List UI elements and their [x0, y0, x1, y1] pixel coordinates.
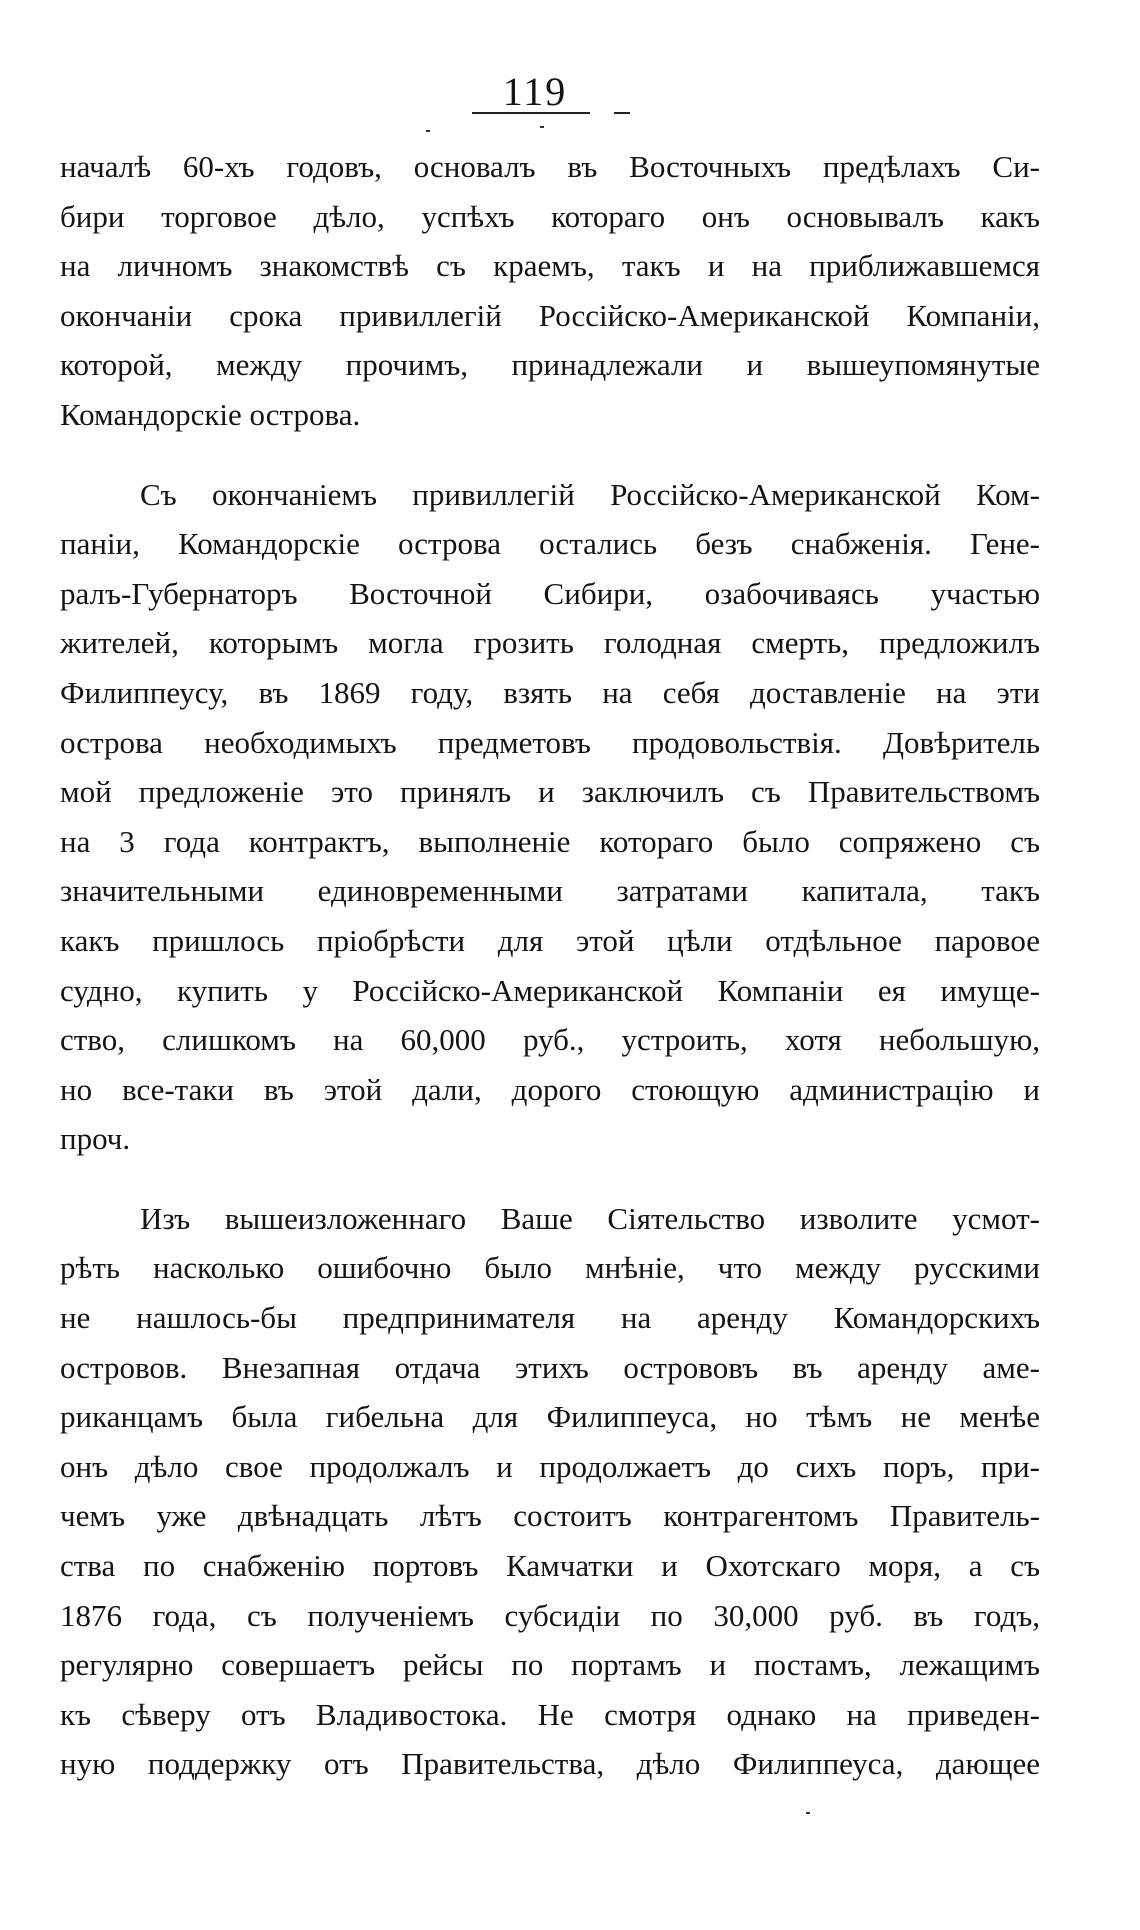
- text-line: 1876 года, съ полученіемъ субсидіи по 30,000 руб. въ годъ,: [60, 1597, 1040, 1633]
- text-line: какъ пришлось пріобрѣсти для этой цѣли отдѣльное паровое: [60, 922, 1040, 958]
- text-line: риканцамъ была гибельна для Филиппеуса, но тѣмъ не менѣе: [60, 1399, 1040, 1435]
- text-line: началѣ 60-хъ годовъ, основалъ въ Восточныхъ предѣлахъ Си-: [60, 149, 1040, 184]
- text-line: бири торговое дѣло, успѣхъ котораго онъ основывалъ какъ: [60, 198, 1040, 234]
- text-line: жителей, которымъ могла грозить голодная смерть, предложилъ: [60, 625, 1040, 661]
- body-text: [60, 142, 1040, 1789]
- text-line: но все-таки въ этой дали, дорого стоющую администрацію и: [60, 1071, 1040, 1107]
- text-line: на 3 года контрактъ, выполненіе котораго было сопряжено съ: [60, 823, 1040, 859]
- text-line: ралъ-Губернаторъ Восточной Сибири, озабочиваясь участью: [60, 575, 1040, 611]
- text-line: островов. Внезапная отдача этихъ острововъ въ аренду аме-: [60, 1349, 1040, 1385]
- text-line: Изъ вышеизложеннаго Ваше Сіятельство изволите усмот-: [140, 1200, 1040, 1236]
- paragraph-gap: [60, 1164, 1040, 1194]
- text-line: ство, слишкомъ на 60,000 руб., устроить, хотя небольшую,: [60, 1022, 1040, 1058]
- text-line: мой предложеніе это принялъ и заключилъ съ Правительствомъ: [60, 774, 1040, 810]
- text-line: Командорскіе острова.: [60, 396, 361, 432]
- text-line: Съ окончаніемъ привиллегій Россійско-Американской Ком-: [140, 476, 1040, 512]
- text-line: на личномъ знакомствѣ съ краемъ, такъ и на приближавшемся: [60, 248, 1040, 284]
- text-line: ную поддержку отъ Правительства, дѣло Филиппеуса, дающее: [60, 1746, 1040, 1782]
- print-speck: [540, 126, 544, 128]
- text-line: которой, между прочимъ, принадлежали и вышеупомянутые: [60, 347, 1040, 383]
- page-number-dash: [614, 112, 630, 114]
- text-line: не нашлось-бы предпринимателя на аренду Командорскихъ: [60, 1300, 1040, 1336]
- paragraph-gap: [60, 440, 1040, 470]
- text-line: окончаніи срока привиллегій Россійско-Американской Компаніи,: [60, 297, 1040, 333]
- text-line: значительными единовременными затратами капитала, такъ: [60, 873, 1040, 909]
- page-number-rule: [472, 112, 590, 114]
- print-speck: [806, 1812, 810, 1814]
- text-line: острова необходимыхъ предметовъ продовольствія. Довѣритель: [60, 724, 1040, 760]
- text-line: проч.: [60, 1121, 131, 1157]
- paragraph-2: [60, 470, 1040, 1164]
- text-line: ства по снабженію портовъ Камчатки и Охотскаго моря, а съ: [60, 1548, 1040, 1584]
- text-line: къ сѣверу отъ Владивостока. Не смотря однако на приведен-: [60, 1696, 1040, 1732]
- text-line: онъ дѣло свое продолжалъ и продолжаетъ до сихъ поръ, при-: [60, 1448, 1040, 1484]
- paragraph-3: [60, 1194, 1040, 1789]
- text-line: паніи, Командорскіе острова остались безъ снабженія. Гене-: [60, 526, 1040, 562]
- text-line: Филиппеусу, въ 1869 году, взять на себя доставленіе на эти: [60, 674, 1040, 710]
- paragraph-1: [60, 142, 1040, 440]
- text-line: рѣть насколько ошибочно было мнѣніе, что между русскими: [60, 1250, 1040, 1286]
- page-number: 119: [502, 69, 568, 114]
- text-line: чемъ уже двѣнадцать лѣтъ состоитъ контрагентомъ Правитель-: [60, 1498, 1040, 1534]
- text-line: регулярно совершаетъ рейсы по портамъ и постамъ, лежащимъ: [60, 1647, 1040, 1683]
- text-line: судно, купить у Россійско-Американской Компаніи ея имуще-: [60, 972, 1040, 1008]
- print-speck: [426, 130, 430, 132]
